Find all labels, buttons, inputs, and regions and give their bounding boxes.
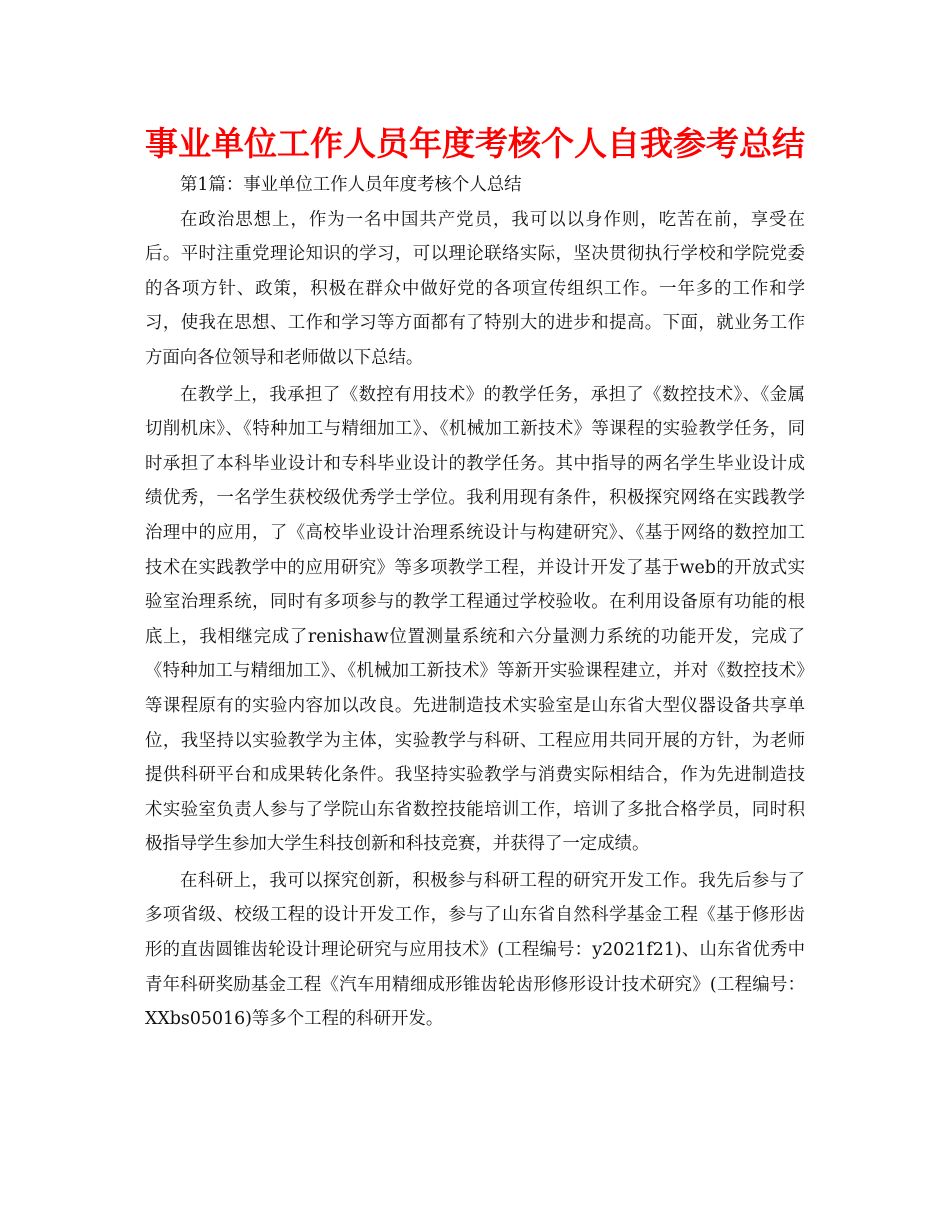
paragraph-political: 在政治思想上，作为一名中国共产党员，我可以以身作则，吃苦在前，享受在后。平时注重党理论知识的学习，可以理论联络实际，坚决贯彻执行学校和学院党委的各项方针、政策，积极在群众中做好党的各项宣传组织工作。一年多的工作和学习，使我在思想、工作和学习等方面都有了特别大的进步和提高。下面，就业务工作方面向各位领导和老师做以下总结。 [145,209,805,368]
paragraph-teaching: 在教学上，我承担了《数控有用技术》的教学任务，承担了《数控技术》、《金属切削机床》、《特种加工与精细加工》、《机械加工新技术》等课程的实验教学任务，同时承担了本科毕业设计和专科毕业设计的教学任务。其中指导的两名学生毕业设计成绩优秀，一名学生获校级优秀学士学位。我利用现有条件，积极探究网络在实践教学治理中的应用，了《高校毕业设计治理系统设计与构建研究》、《基于网络的数控加工技术在实践教学中的应用研究》等多项教学工程，并设计开发了基于web的开放式实验室治理系统，同时有多项参与的教学工程通过学校验收。在利用设备原有功能的根底上，我相继完成了renishaw位置测量系统和六分量测力系统的功能开发，完成了《特种加工与精细加工》、《机械加工新技术》等新开实验课程建立，并对《数控技术》等课程原有的实验内容加以改良。先进制造技术实验室是山东省大型仪器设备共享单位，我坚持以实验教学为主体，实验教学与科研、工程应用共同开展的方针，为老师提供科研平台和成果转化条件。我坚持实验教学与消费实际相结合，作为先进制造技术实验室负责人参与了学院山东省数控技能培训工作，培训了多批合格学员，同时积极指导学生参加大学生科技创新和科技竞赛，并获得了一定成绩。 [145,384,805,855]
paragraph-research: 在科研上，我可以探究创新，积极参与科研工程的研究开发工作。我先后参与了多项省级、校级工程的设计开发工作，参与了山东省自然科学基金工程《基于修形齿形的直齿圆锥齿轮设计理论研究与应用技术》(工程编号：y2021f21)、山东省优秀中青年科研奖励基金工程《汽车用精细成形锥齿轮齿形修形设计技术研究》(工程编号：XXbs05016)等多个工程的科研开发。 [145,870,805,1030]
document-title: 事业单位工作人员年度考核个人自我参考总结 [145,124,805,163]
section-heading: 第1篇：事业单位工作人员年度考核个人总结 [180,175,522,195]
document-body [145,168,805,1039]
